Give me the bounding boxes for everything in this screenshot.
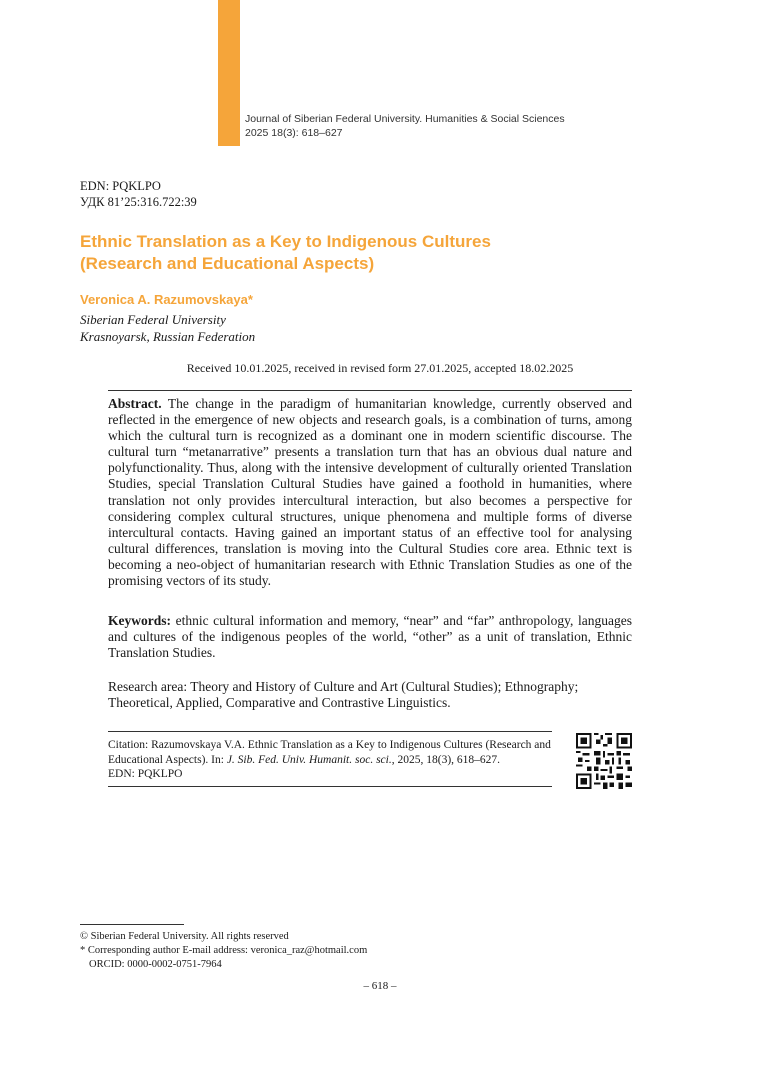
abstract-label: Abstract.	[108, 396, 162, 411]
keywords	[108, 613, 632, 662]
journal-name: Journal of Siberian Federal University. Humanities & Social Sciences	[245, 113, 565, 125]
page-number: – 618 –	[363, 980, 397, 992]
journal-header	[245, 112, 565, 140]
abstract	[108, 396, 632, 589]
citation	[108, 738, 558, 782]
received-dates: Received 10.01.2025, received in revised form 27.01.2025, accepted 18.02.2025	[186, 361, 574, 375]
title-line-1: Ethnic Translation as a Key to Indigenous Cultures	[80, 232, 491, 251]
citation-top-rule	[108, 731, 552, 732]
footnote-rule	[80, 924, 184, 925]
author-name: Veronica A. Razumovskaya*	[80, 292, 253, 307]
identifiers	[80, 178, 197, 210]
affiliation-university: Siberian Federal University	[80, 312, 226, 327]
copyright-note: © Siberian Federal University. All rights reserved	[80, 931, 289, 942]
keywords-label: Keywords:	[108, 613, 171, 628]
citation-reference: Citation: Razumovskaya V.A. Ethnic Translation as a Key to Indigenous Cultures (Research and Educational Aspects). In:	[108, 739, 551, 766]
journal-issue: 2025 18(3): 618–627	[245, 127, 343, 139]
udk-id: УДК 81’25:316.722:39	[80, 195, 197, 209]
abstract-text: The change in the paradigm of humanitarian knowledge, currently observed and reflected in the emergence of new objects and research goals, is a combination of turns, among which the cultural turn is recognized as a dominant one in modern scientific discourse. The cultural turn “metanarrative” presents a translation turn that has an obvious dual nature and polyfunctionality. Thus, along with the intensive development of culturally oriented Translation Studies, special Translation Cultural Studies have gained a foothold in humanities, where translation not only provides intercultural interaction, but also becomes a perspective for considering complex cultural structures, unique phenomena and multiple forms of diverse intercultural contacts. Having gained an important status of an effective tool for analysing cultural differences, translation is moving into the Cultural Studies core area. Ethnic text is becoming a neo-object of humanitarian research with Ethnic Translation Studies as one of the promising vectors of its study.	[108, 396, 632, 589]
research-area: Research area: Theory and History of Culture and Art (Cultural Studies); Ethnography; Theoretical, Applied, Comparative and Contrastive Linguistics.	[108, 679, 579, 711]
corresponding-author-note: * Corresponding author E-mail address: veronica_raz@hotmail.com	[80, 945, 368, 956]
abstract-top-rule	[108, 390, 632, 391]
author-affiliation	[80, 311, 255, 345]
citation-pages: , 2025, 18(3), 618–627.	[391, 753, 501, 766]
citation-bottom-rule	[108, 786, 552, 787]
orcid-note: ORCID: 0000-0002-0751-7964	[89, 959, 222, 970]
keywords-text: ethnic cultural information and memory, “near” and “far” anthropology, languages and cultures of the indigenous peoples of the world, “other” as a unit of translation, Ethnic Translation Studies.	[108, 613, 632, 661]
edn-id: EDN: PQKLPO	[80, 179, 161, 193]
footnotes	[80, 930, 367, 972]
title-line-2: (Research and Educational Aspects)	[80, 254, 375, 273]
citation-edn: EDN: PQKLPO	[108, 768, 183, 780]
header-accent-bar	[218, 0, 240, 146]
qr-code-icon	[576, 733, 632, 789]
citation-text	[108, 738, 558, 767]
affiliation-location: Krasnoyarsk, Russian Federation	[80, 329, 256, 344]
citation-journal: J. Sib. Fed. Univ. Humanit. soc. sci.	[226, 753, 392, 766]
article-title	[80, 231, 491, 275]
